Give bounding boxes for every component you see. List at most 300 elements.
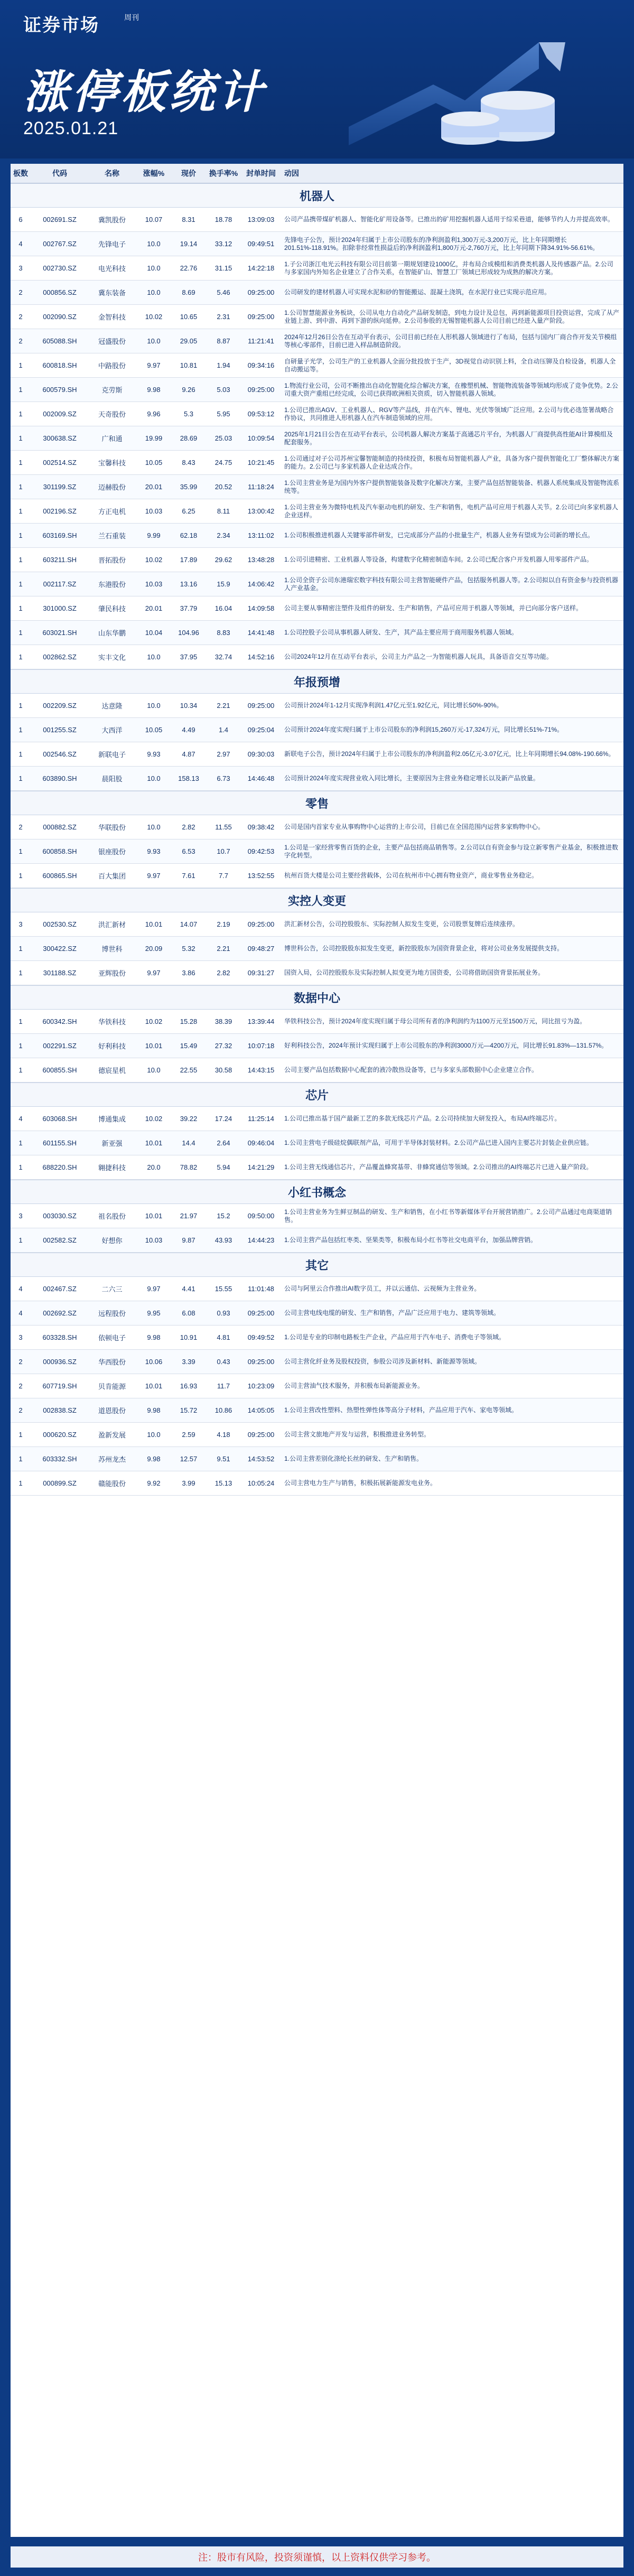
seal-time-cell: 13:39:44	[247, 1018, 275, 1025]
code-cell: 603328.SH	[42, 1333, 77, 1341]
name-cell: 天奇股份	[98, 410, 126, 418]
seal-time-cell: 09:25:00	[247, 1358, 275, 1366]
price-cell: 6.08	[182, 1309, 195, 1317]
change-cell: 10.0	[147, 337, 161, 345]
turnover-cell: 4.81	[217, 1333, 230, 1341]
turnover-cell: 15.9	[217, 580, 230, 588]
seal-time-cell: 14:05:05	[247, 1406, 275, 1414]
name-cell: 山东华鹏	[98, 629, 126, 637]
price-cell: 9.87	[182, 1236, 195, 1244]
reason-cell: 好利科技公告，2024年预计实现归属于上市公司股东的净利润3000万元—4200万元，同比增长91.83%—131.57%。	[284, 1042, 608, 1049]
code-cell: 002467.SZ	[43, 1285, 77, 1293]
change-cell: 10.01	[145, 1382, 163, 1390]
board-cell: 1	[18, 483, 23, 491]
code-cell: 300422.SZ	[43, 945, 77, 953]
turnover-cell: 29.62	[215, 556, 232, 564]
reason-cell: 公司主营油气技术服务，并积极布局新能源业务。	[284, 1382, 424, 1389]
change-cell: 9.98	[147, 1455, 161, 1463]
name-cell: 翱捷科技	[98, 1164, 126, 1172]
seal-time-cell: 14:21:29	[247, 1163, 275, 1171]
change-cell: 9.97	[147, 969, 161, 977]
table-row	[11, 1374, 623, 1398]
code-cell: 002117.SZ	[43, 580, 77, 588]
table-row	[11, 1204, 623, 1228]
table-row	[11, 1107, 623, 1131]
code-cell: 603068.SH	[42, 1115, 77, 1123]
change-cell: 10.07	[145, 216, 163, 223]
change-cell: 9.98	[147, 1406, 161, 1414]
seal-time-cell: 09:25:00	[247, 702, 275, 710]
reason-cell: 公司是国内首家专业从事购物中心运营的上市公司，目前已在全国范围内运营多家购物中心。	[284, 823, 545, 830]
section-header: 芯片	[11, 1082, 623, 1107]
reason-cell: 自研量子光学，公司生产的工业机器人全面分批投放于生产，3D视觉自动识别上料，全自动压铆及自检设备，机器人全自动搬运等。	[284, 357, 616, 373]
code-cell: 002692.SZ	[43, 1309, 77, 1317]
reason-cell: 公司预计2024年1-12月实现净利润1.47亿元至1.92亿元，同比增长50%-90%。	[284, 702, 503, 709]
seal-time-cell: 09:31:27	[247, 969, 275, 977]
change-cell: 10.01	[145, 1042, 163, 1050]
price-cell: 28.69	[180, 434, 198, 442]
code-cell: 002291.SZ	[43, 1042, 77, 1050]
change-cell: 20.01	[145, 604, 163, 612]
turnover-cell: 5.46	[217, 288, 230, 296]
price-cell: 37.79	[180, 604, 198, 612]
change-cell: 10.0	[147, 240, 161, 248]
board-cell: 1	[18, 1139, 23, 1147]
change-cell: 10.0	[147, 653, 161, 661]
board-cell: 1	[18, 410, 23, 418]
turnover-cell: 33.12	[215, 240, 232, 248]
code-cell: 300638.SZ	[43, 434, 77, 442]
seal-time-cell: 09:42:53	[247, 847, 275, 855]
change-cell: 9.99	[147, 531, 161, 539]
code-cell: 600865.SH	[42, 872, 77, 880]
reason-cell: 博世科公告，公司控股股东拟发生变更，新控股股东为国资背景企业，将对公司业务发展提供支持。	[284, 945, 564, 952]
change-cell: 9.96	[147, 410, 161, 418]
board-cell: 1	[18, 847, 23, 855]
table-row	[11, 1423, 623, 1447]
board-cell: 1	[18, 1455, 23, 1463]
board-cell: 1	[18, 1018, 23, 1025]
header	[0, 0, 634, 158]
turnover-cell: 2.19	[217, 920, 230, 928]
price-cell: 37.95	[180, 653, 198, 661]
price-cell: 2.82	[182, 823, 195, 831]
seal-time-cell: 09:49:51	[247, 240, 275, 248]
board-cell: 1	[18, 629, 23, 637]
change-cell: 10.05	[145, 459, 163, 466]
turnover-cell: 5.03	[217, 386, 230, 394]
col-price: 现价	[181, 169, 196, 178]
turnover-cell: 18.78	[215, 216, 232, 223]
turnover-cell: 2.34	[217, 531, 230, 539]
turnover-cell: 43.93	[215, 1236, 232, 1244]
name-cell: 好利科技	[98, 1042, 126, 1050]
col-name: 名称	[105, 169, 119, 178]
reason-cell: 公司主要从事精密注塑件及组件的研发、生产和销售，产品可应用于机器人等领域，并已向部分客户送样。	[284, 604, 583, 612]
table-row	[11, 1277, 623, 1301]
reason-cell: 1.公司积极推进机器人关键零部件研发，已完成部分产品的小批量生产，机器人业务有望成为公司新的增长点。	[284, 531, 594, 539]
board-cell: 1	[18, 531, 23, 539]
reason-cell: 1.公司智慧能源业务板块，公司从电力自动化产品研发制造，到电力设计及总包，再到新能源项目投资运营，完成了从产业链上游、到中游、再到下游的纵向延伸。2.公司参股的无锡智能机器人公司目前已经进入量产阶段。	[284, 309, 620, 324]
name-cell: 达意隆	[101, 702, 123, 710]
turnover-cell: 24.75	[215, 459, 232, 466]
seal-time-cell: 10:21:45	[247, 459, 275, 466]
seal-time-cell: 14:22:18	[247, 264, 275, 272]
turnover-cell: 2.31	[217, 313, 230, 321]
code-cell: 603890.SH	[42, 774, 77, 782]
reason-cell: 1.公司主营产品包括红枣类、坚果类等，积极布局小红书等社交电商平台，加强品牌营销。	[284, 1236, 537, 1244]
code-cell: 000936.SZ	[43, 1358, 77, 1366]
name-cell: 宝馨科技	[98, 459, 126, 467]
col-code: 代码	[52, 169, 67, 178]
seal-time-cell: 14:41:48	[247, 629, 275, 637]
reason-cell: 公司产品携带煤矿机器人、智能化矿用设备等。已推出的矿用挖掘机器人适用于综采巷道，能够节约人力并提高效率。	[284, 216, 614, 223]
board-cell: 1	[18, 604, 23, 612]
reason-cell: 公司主要产品包括数据中心配套的液冷散热设备等，已与多家头部数据中心企业建立合作。	[284, 1066, 538, 1074]
seal-time-cell: 10:09:54	[247, 434, 275, 442]
table-row	[11, 329, 623, 353]
table-row	[11, 402, 623, 426]
table-row	[11, 767, 623, 791]
seal-time-cell: 09:48:27	[247, 945, 275, 953]
name-cell: 华西股份	[98, 1358, 126, 1366]
seal-time-cell: 09:25:00	[247, 1309, 275, 1317]
code-cell: 001255.SZ	[43, 726, 77, 734]
change-cell: 9.97	[147, 1285, 161, 1293]
price-cell: 15.72	[180, 1406, 198, 1414]
col-board: 板数	[13, 169, 28, 178]
reason-cell: 公司主营电力生产与销售，积极拓展新能源发电业务。	[284, 1479, 437, 1487]
table-row	[11, 572, 623, 596]
name-cell: 晋拓股份	[98, 556, 126, 564]
board-cell: 2	[18, 823, 23, 831]
turnover-cell: 30.58	[215, 1066, 232, 1074]
name-cell: 金智科技	[98, 313, 126, 321]
board-cell: 1	[18, 726, 23, 734]
price-cell: 14.07	[180, 920, 198, 928]
code-cell: 301199.SZ	[43, 483, 77, 491]
seal-time-cell: 13:09:03	[247, 216, 275, 223]
board-cell: 2	[18, 1406, 23, 1414]
reason-cell: 1.公司是一家经营零售百货的企业，主要产品包括商品销售等。2.公司以自有资金参与设立新零售产业基金，积极推进数字化转型。	[284, 843, 619, 859]
board-cell: 4	[18, 1115, 23, 1123]
price-cell: 35.99	[180, 483, 198, 491]
table-row	[11, 718, 623, 742]
table-row	[11, 1228, 623, 1253]
name-cell: 银座股份	[98, 848, 126, 856]
seal-time-cell: 09:25:00	[247, 1431, 275, 1439]
code-cell: 600579.SH	[42, 386, 77, 394]
name-cell: 依顿电子	[98, 1334, 126, 1342]
reason-cell: 公司预计2024年度实现归属于上市公司股东的净利润15,260万元-17,324万元，同比增长51%-71%。	[284, 726, 564, 733]
name-cell: 冀凯股份	[98, 216, 126, 224]
table-row	[11, 1350, 623, 1374]
price-cell: 13.16	[180, 580, 198, 588]
name-cell: 赣能股份	[98, 1480, 126, 1488]
table-row	[11, 864, 623, 888]
board-cell: 1	[18, 1431, 23, 1439]
code-cell: 301000.SZ	[43, 604, 77, 612]
change-cell: 10.01	[145, 920, 163, 928]
change-cell: 9.98	[147, 1333, 161, 1341]
change-cell: 20.0	[147, 1163, 161, 1171]
price-cell: 22.55	[180, 1066, 198, 1074]
turnover-cell: 2.82	[217, 969, 230, 977]
disclaimer: 注：股市有风险，投资须谨慎，以上资料仅供学习参考。	[11, 2546, 623, 2568]
seal-time-cell: 14:53:52	[247, 1455, 275, 1463]
board-cell: 6	[18, 216, 23, 223]
code-cell: 688220.SH	[42, 1163, 77, 1171]
table-row	[11, 256, 623, 281]
section-header: 机器人	[11, 183, 623, 208]
date-label: 2025.01.21	[23, 118, 119, 138]
change-cell: 9.97	[147, 872, 161, 880]
name-cell: 远程股份	[98, 1310, 126, 1318]
board-cell: 4	[18, 1285, 23, 1293]
board-cell: 1	[18, 1479, 23, 1487]
price-cell: 3.86	[182, 969, 195, 977]
code-cell: 601155.SH	[42, 1139, 77, 1147]
reason-cell: 1.物流行业公司，公司不断推出自动化智能化综合解决方案，在橡塑机械、智能物流装备等领域均形成了竞争优势。2.公司重大资产重组已经完成，公司已获得欧洲相关资质，切入智能机器人领域。	[284, 381, 619, 397]
price-cell: 6.25	[182, 507, 195, 515]
price-cell: 2.59	[182, 1431, 195, 1439]
reason-cell: 1.公司是专业的印制电路板生产企业，产品应用于汽车电子、消费电子等领域。	[284, 1333, 506, 1341]
name-cell: 兰石重装	[98, 532, 126, 540]
turnover-cell: 16.04	[215, 604, 232, 612]
table-header	[11, 164, 623, 183]
reason-cell: 1.公司已推出基于国产最新工艺的多款无线芯片产品。2.公司持续加大研发投入，布局AI终端芯片。	[284, 1115, 561, 1122]
change-cell: 10.01	[145, 1139, 163, 1147]
board-cell: 2	[18, 288, 23, 296]
col-change: 涨幅%	[143, 169, 165, 178]
seal-time-cell: 10:05:24	[247, 1479, 275, 1487]
table-row	[11, 1301, 623, 1326]
price-cell: 5.3	[183, 410, 194, 418]
seal-time-cell: 13:11:02	[248, 531, 274, 539]
code-cell: 002090.SZ	[43, 313, 77, 321]
turnover-cell: 8.87	[217, 337, 230, 345]
seal-time-cell: 13:00:42	[247, 507, 275, 515]
change-cell: 19.99	[145, 434, 163, 442]
turnover-cell: 17.24	[215, 1115, 232, 1123]
section-header: 其它	[11, 1253, 623, 1277]
code-cell: 002730.SZ	[43, 264, 77, 272]
price-cell: 6.53	[182, 847, 195, 855]
change-cell: 9.97	[147, 361, 161, 369]
table-row	[11, 1398, 623, 1423]
turnover-cell: 4.18	[217, 1431, 230, 1439]
price-cell: 8.31	[182, 216, 195, 223]
seal-time-cell: 14:09:58	[247, 604, 275, 612]
col-seal-time: 封单时间	[246, 169, 276, 178]
change-cell: 10.03	[145, 507, 163, 515]
change-cell: 9.92	[147, 1479, 161, 1487]
turnover-cell: 15.55	[215, 1285, 232, 1293]
price-cell: 4.87	[182, 750, 195, 758]
seal-time-cell: 14:06:42	[247, 580, 275, 588]
reason-cell: 先锋电子公告，预计2024年归属于上市公司股东的净利润盈利1,300万元-3,200万元，比上年同期增长201.51%-118.91%。扣除非经常性损益后的净利润盈利1,800万元-2,760万元，比上年同期下降34.91%-56.61%。	[284, 236, 599, 251]
change-cell: 10.03	[145, 1236, 163, 1244]
change-cell: 10.02	[145, 1018, 163, 1025]
reason-cell: 1.公司控股子公司从事机器人研发、生产，其产品主要应用于商用服务机器人领域。	[284, 629, 518, 636]
change-cell: 10.01	[145, 1212, 163, 1220]
board-cell: 1	[18, 969, 23, 977]
turnover-cell: 25.03	[215, 434, 232, 442]
code-cell: 002862.SZ	[43, 653, 77, 661]
price-cell: 62.18	[180, 531, 198, 539]
change-cell: 9.98	[147, 386, 161, 394]
change-cell: 10.06	[145, 1358, 163, 1366]
table-row	[11, 548, 623, 572]
seal-time-cell: 10:07:18	[247, 1042, 275, 1050]
reason-cell: 1.公司主营改性塑料、热塑性弹性体等高分子材料，产品应用于汽车、家电等领域。	[284, 1406, 518, 1414]
price-cell: 104.96	[178, 629, 199, 637]
turnover-cell: 38.39	[215, 1018, 232, 1025]
board-cell: 3	[18, 1333, 23, 1341]
reason-cell: 1.公司主营业务为生鲜豆制品的研发、生产和销售，在小红书等新媒体平台开展营销推广。2.公司产品通过电商渠道销售。	[284, 1208, 612, 1224]
code-cell: 002530.SZ	[43, 920, 77, 928]
seal-time-cell: 11:01:48	[248, 1285, 274, 1293]
code-cell: 301188.SZ	[43, 969, 77, 977]
name-cell: 亚辉股份	[98, 969, 126, 977]
turnover-cell: 15.2	[217, 1212, 230, 1220]
reason-cell: 1.公司引进精密、工业机器人等设备，构建数字化精密制造车间。2.公司已配合客户开发机器人用零部件产品。	[284, 556, 593, 563]
name-cell: 大西洋	[101, 726, 123, 734]
seal-time-cell: 14:44:23	[247, 1236, 275, 1244]
table-row	[11, 281, 623, 305]
board-cell: 3	[18, 920, 23, 928]
table-row	[11, 1447, 623, 1471]
price-cell: 3.99	[182, 1479, 195, 1487]
reason-cell: 1.子公司浙江电光云科技有限公司目前第一期规划建设1000亿，并布局合成模组和消费类机器人及传感器产品。2.公司与多家国内外知名企业建立了合作关系，在智能矿山、智慧工厂领域已形成较为成熟的解决方案。	[284, 260, 613, 276]
reason-cell: 1.公司已推出AGV、工业机器人、RGV等产品线，并在汽车、锂电、光伏等领域广泛应用。2.公司与优必选签署战略合作协议，共同推进人形机器人在汽车制造领域的应用。	[284, 406, 614, 422]
code-cell: 600858.SH	[42, 847, 77, 855]
code-cell: 605088.SH	[42, 337, 77, 345]
turnover-cell: 11.55	[215, 823, 232, 831]
table-row	[11, 426, 623, 451]
board-cell: 1	[18, 653, 23, 661]
seal-time-cell: 09:25:00	[247, 288, 275, 296]
name-cell: 德宸星机	[98, 1067, 126, 1075]
code-cell: 003030.SZ	[43, 1212, 77, 1220]
price-cell: 8.43	[182, 459, 195, 466]
table-row	[11, 961, 623, 985]
price-cell: 3.39	[182, 1358, 195, 1366]
seal-time-cell: 11:18:24	[248, 483, 274, 491]
turnover-cell: 2.97	[217, 750, 230, 758]
board-cell: 4	[18, 240, 23, 248]
name-cell: 冀东装备	[98, 289, 126, 297]
price-cell: 4.49	[182, 726, 195, 734]
board-cell: 1	[18, 361, 23, 369]
table-row	[11, 208, 623, 232]
price-cell: 10.65	[180, 313, 198, 321]
seal-time-cell: 13:48:28	[247, 556, 275, 564]
name-cell: 道恩股份	[98, 1407, 126, 1415]
section-header: 小红书概念	[11, 1180, 623, 1204]
code-cell: 603169.SH	[42, 531, 77, 539]
turnover-cell: 2.64	[217, 1139, 230, 1147]
change-cell: 10.02	[145, 556, 163, 564]
reason-cell: 公司主营化纤业务及股权投资，参股公司涉及新材料、新能源等领域。	[284, 1358, 481, 1365]
name-cell: 方正电机	[98, 508, 126, 516]
table-row	[11, 1326, 623, 1350]
change-cell: 10.02	[145, 1115, 163, 1123]
table-row	[11, 1131, 623, 1155]
name-cell: 东港股份	[98, 581, 126, 589]
change-cell: 9.93	[147, 847, 161, 855]
turnover-cell: 9.51	[217, 1455, 230, 1463]
turnover-cell: 31.15	[215, 264, 232, 272]
reason-cell: 新联电子公告，预计2024年归属于上市公司股东的净利润盈利2.05亿元-3.07亿元，比上年同期增长94.08%-190.66%。	[284, 750, 615, 758]
change-cell: 10.0	[147, 264, 161, 272]
table-row	[11, 232, 623, 256]
price-cell: 15.28	[180, 1018, 198, 1025]
reason-cell: 1.公司主营电子级硅烷偶联剂产品，可用于半导体封装材料。2.公司产品已进入国内主要芯片封装企业供应链。	[284, 1139, 593, 1146]
table-row	[11, 1010, 623, 1034]
turnover-cell: 2.21	[217, 702, 230, 710]
code-cell: 002546.SZ	[43, 750, 77, 758]
change-cell: 10.0	[147, 288, 161, 296]
turnover-cell: 6.73	[217, 774, 230, 782]
name-cell: 克劳斯	[101, 386, 123, 394]
table-row	[11, 305, 623, 329]
reason-cell: 华铁科技公告，预计2024年度实现归属于母公司所有者的净利润约为1100万元至1500万元，同比扭亏为盈。	[284, 1018, 586, 1025]
table-row	[11, 645, 623, 669]
section-header: 数据中心	[11, 985, 623, 1010]
seal-time-cell: 09:25:04	[247, 726, 275, 734]
name-cell: 博世科	[101, 945, 123, 953]
change-cell: 10.04	[145, 629, 163, 637]
price-cell: 39.22	[180, 1115, 198, 1123]
board-cell: 4	[18, 1309, 23, 1317]
turnover-cell: 7.7	[218, 872, 229, 880]
seal-time-cell: 09:25:00	[247, 313, 275, 321]
price-cell: 7.61	[182, 872, 195, 880]
code-cell: 002838.SZ	[43, 1406, 77, 1414]
seal-time-cell: 09:25:00	[247, 386, 275, 394]
reason-cell: 1.公司主营业务为微特电机及汽车驱动电机的研发、生产和销售，电机产品可应用于机器人关节。2.公司已向多家机器人企业送样。	[284, 503, 619, 519]
name-cell: 苏州龙杰	[98, 1455, 126, 1463]
turnover-cell: 0.43	[217, 1358, 230, 1366]
table-row	[11, 1058, 623, 1082]
price-cell: 29.05	[180, 337, 198, 345]
turnover-cell: 11.7	[217, 1382, 230, 1390]
turnover-cell: 0.93	[217, 1309, 230, 1317]
price-cell: 9.26	[182, 386, 195, 394]
turnover-cell: 5.94	[217, 1163, 230, 1171]
seal-time-cell: 09:30:03	[247, 750, 275, 758]
name-cell: 电光科技	[98, 265, 126, 273]
section-header: 零售	[11, 791, 623, 815]
table-row	[11, 694, 623, 718]
board-cell: 2	[18, 1358, 23, 1366]
table-row	[11, 499, 623, 524]
change-cell: 10.0	[147, 1066, 161, 1074]
reason-cell: 1.公司通过对子公司苏州宝馨智能制造的持续投资，积极布局智能机器人产业，具备为客户提供智能化工厂整体解决方案的能力。2.公司已与多家机器人企业达成合作。	[284, 454, 620, 470]
turnover-cell: 2.21	[217, 945, 230, 953]
reason-cell: 公司主营电线电缆的研发、生产和销售，产品广泛应用于电力、建筑等领域。	[284, 1309, 500, 1317]
board-cell: 3	[18, 264, 23, 272]
board-cell: 1	[18, 1236, 23, 1244]
table-row	[11, 937, 623, 961]
table-row	[11, 1471, 623, 1496]
table-row	[11, 1155, 623, 1180]
table-row	[11, 475, 623, 499]
seal-time-cell: 09:38:42	[247, 823, 275, 831]
board-cell: 1	[18, 774, 23, 782]
price-cell: 22.76	[180, 264, 198, 272]
